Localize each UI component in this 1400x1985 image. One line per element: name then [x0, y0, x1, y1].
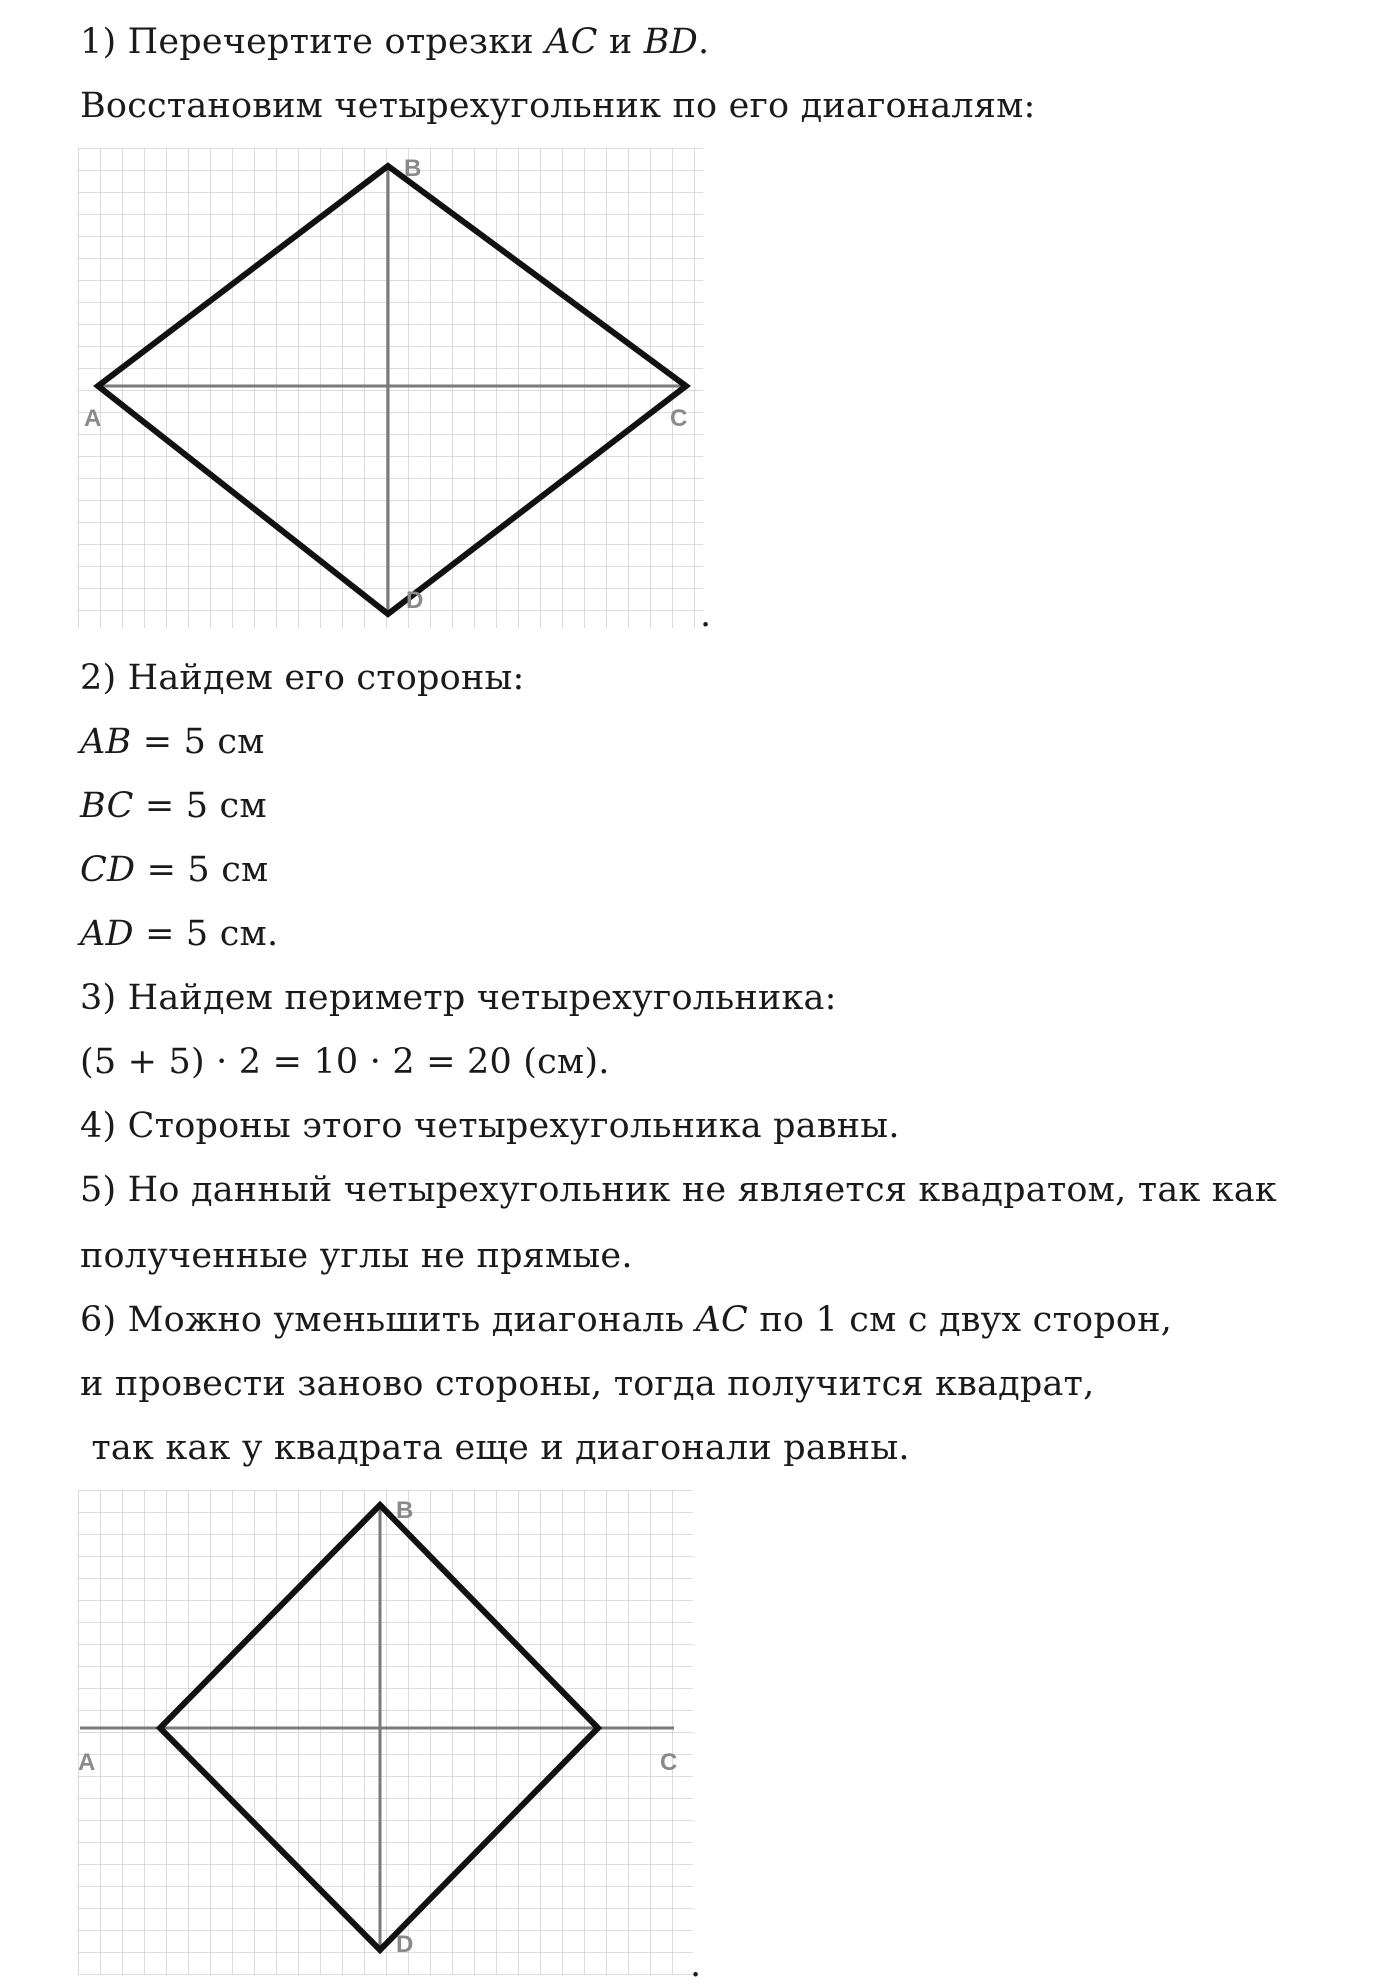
segment-ac: AC	[695, 1300, 749, 1340]
text: = 5 см	[131, 722, 265, 762]
line-ab	[80, 720, 265, 764]
vertex-label-a: A	[84, 405, 102, 432]
segment-bd: BD	[643, 22, 698, 62]
vertex-label-c: C	[670, 405, 688, 432]
text: и	[597, 22, 644, 62]
rhombus-svg	[78, 148, 708, 633]
var-bc: BC	[80, 786, 134, 826]
vertex-label-a: A	[78, 1749, 96, 1776]
text: 6) Можно уменьшить диагональ	[80, 1300, 696, 1340]
var-ab: AB	[80, 722, 132, 762]
square-svg	[78, 1490, 698, 1980]
vertex-label-b: B	[396, 1497, 414, 1524]
line-15: так как у квадрата еще и диагонали равны.	[80, 1428, 910, 1468]
line-1	[80, 20, 709, 64]
grid	[78, 1490, 693, 1975]
line-2: Восстановим четырехугольник по его диагоналям:	[80, 86, 1036, 126]
line-cd	[80, 848, 268, 892]
text: .	[697, 22, 710, 62]
var-ad: AD	[80, 914, 134, 954]
vertex-label-b: B	[404, 155, 422, 182]
line-8: 3) Найдем периметр четырехугольника:	[80, 978, 837, 1018]
line-13	[80, 1298, 1172, 1342]
text: = 5 см	[133, 786, 267, 826]
text: по 1 см с двух сторон,	[748, 1300, 1173, 1340]
vertex-label-d: D	[396, 1931, 414, 1958]
square-figure	[78, 1490, 698, 1980]
line-14: и провести заново стороны, тогда получится квадрат,	[80, 1364, 1095, 1404]
line-12: полученные углы не прямые.	[80, 1236, 633, 1276]
vertex-label-d: D	[406, 587, 424, 614]
var-cd: CD	[80, 850, 136, 890]
line-3: 2) Найдем его стороны:	[80, 658, 525, 698]
line-11: 5) Но данный четырехугольник не является квадратом, так как	[80, 1170, 1277, 1210]
line-ad	[80, 912, 278, 956]
line-10: 4) Стороны этого четырехугольника равны.	[80, 1106, 900, 1146]
line-bc	[80, 784, 267, 828]
grid	[78, 148, 703, 628]
text: = 5 см.	[133, 914, 279, 954]
vertex-label-c: C	[660, 1749, 678, 1776]
figure-period: .	[690, 1945, 702, 1985]
segment-ac: AC	[545, 22, 598, 62]
rhombus-figure	[78, 148, 708, 633]
line-9: (5 + 5) · 2 = 10 · 2 = 20 (см).	[80, 1042, 610, 1082]
text: 1) Перечертите отрезки	[80, 22, 546, 62]
text: = 5 см	[135, 850, 269, 890]
figure-period: .	[700, 595, 712, 635]
